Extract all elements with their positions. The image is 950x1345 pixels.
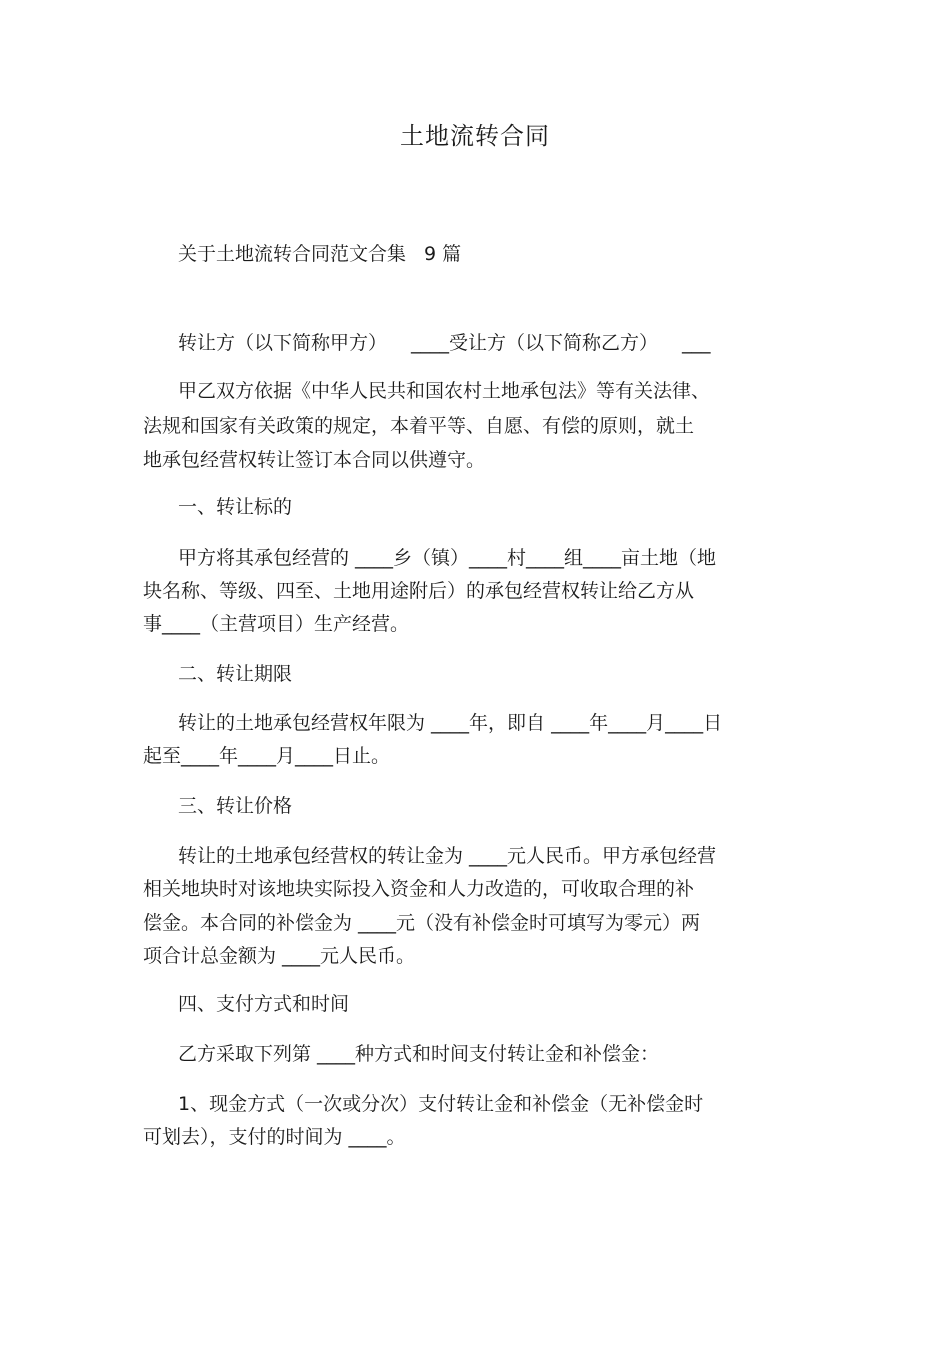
section-line: 甲方将其承包经营的 ____乡（镇）____村____组____亩土地（地 <box>178 547 717 569</box>
preamble-line: 甲乙双方依据《中华人民共和国农村土地承包法》等有关法律、 <box>178 380 711 402</box>
section-heading: 三、转让价格 <box>178 795 293 817</box>
section-heading: 二、转让期限 <box>178 663 293 685</box>
preamble-line: 法规和国家有关政策的规定，本着平等、自愿、有偿的原则，就土 <box>143 415 695 437</box>
section-line: 事____（主营项目）生产经营。 <box>143 613 410 635</box>
subtitle-line <box>178 241 461 267</box>
section-line: 相关地块时对该地块实际投入资金和人力改造的，可收取合理的补 <box>143 878 695 900</box>
subtitle-text: 关于土地流转合同范文合集 <box>178 243 407 265</box>
party-transferor: 转让方（以下简称甲方） <box>178 332 388 354</box>
section-line: 转让的土地承包经营权年限为 ____年，即自 ____年____月____日 <box>178 712 723 734</box>
section-line: 项合计总金额为 ____元人民币。 <box>143 945 416 967</box>
section-line: 块名称、等级、四至、土地用途附后）的承包经营权转让给乙方从 <box>143 580 695 602</box>
section-line: 转让的土地承包经营权的转让金为 ____元人民币。甲方承包经营 <box>178 845 717 867</box>
section-line: 偿金。本合同的补偿金为 ____元（没有补偿金时可填写为零元）两 <box>143 912 701 934</box>
subtitle-count: 9 篇 <box>424 243 462 265</box>
section-heading: 四、支付方式和时间 <box>178 993 350 1015</box>
list-item: 1、现金方式（一次或分次）支付转让金和补偿金（无补偿金时 <box>178 1093 704 1115</box>
section-line: 乙方采取下列第 ____种方式和时间支付转让金和补偿金： <box>178 1043 660 1065</box>
section-heading: 一、转让标的 <box>178 496 293 518</box>
list-item: 可划去），支付的时间为 ____。 <box>143 1126 406 1148</box>
parties-line <box>178 330 711 356</box>
party-transferee: ____受让方（以下简称乙方） <box>411 332 659 354</box>
document-title: 土地流转合同 <box>400 122 550 150</box>
preamble-line: 地承包经营权转让签订本合同以供遵守。 <box>143 449 486 471</box>
section-line: 起至____年____月____日止。 <box>143 745 391 767</box>
party-transferee-blank: ___ <box>682 332 711 354</box>
